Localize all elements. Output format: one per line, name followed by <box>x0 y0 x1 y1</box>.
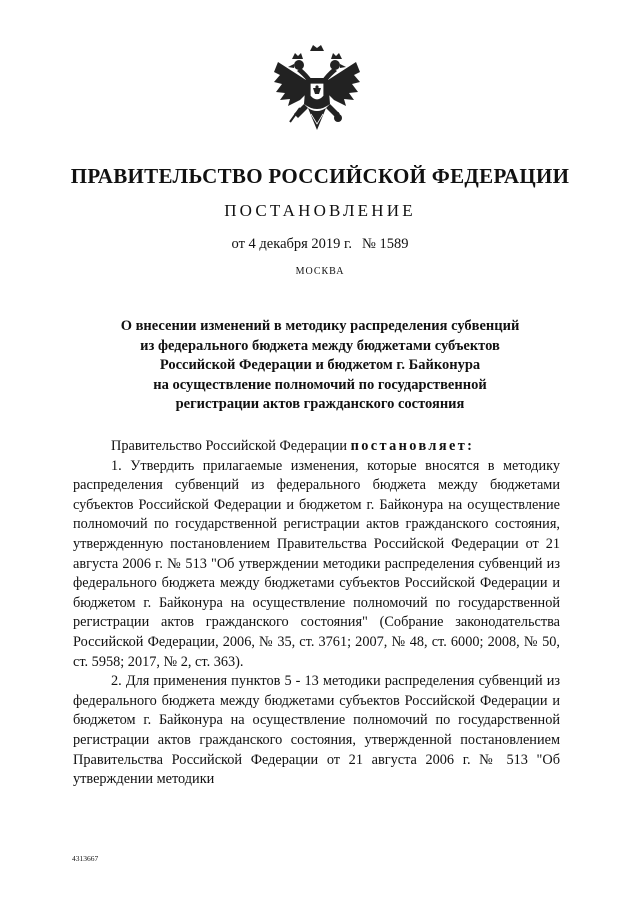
paragraph-1: 1. Утвердить прилагаемые изменения, которые вносятся в методику распределения субвенций из федерального бюджета между бюджетами субъектов Российской Федерации и бюджетом г. Байконура на осуществление полномочий по государственной регистрации актов гражданского состояния, утвержденную постановлением Правительства Российской Федерации от 21 августа 2006 г. № 513 "Об утверждении методики распределения субвенций из федерального бюджета между бюджетами субъектов Российской Федерации и бюджетом г. Байконура на осуществление полномочий по государственной регистрации актов гражданского состояния" (Собрание законодательства Российской Федерации, 2006, № 35, ст. 3761; 2007, № 48, ст. 6000; 2008, № 50, ст. 5958; 2017, № 2, ст. 363). <box>73 457 560 670</box>
city: МОСКВА <box>295 266 345 277</box>
preamble <box>73 437 560 457</box>
heading-line: Российской Федерации и бюджетом г. Байконура <box>159 357 481 373</box>
document-body <box>73 437 560 790</box>
preamble-resolves: постановляет: <box>350 438 475 454</box>
coat-of-arms-icon <box>270 42 364 142</box>
decree-date-line <box>0 236 640 253</box>
paragraph-2: 2. Для применения пунктов 5 - 13 методики распределения субвенций из федерального бюджета между бюджетами субъектов Российской Федерации и бюджетом г. Байконура на осуществление полномочий по государственной регистрации актов гражданского состояния, утвержденной постановлением Правительства Российской Федерации от 21 августа 2006 г. № 513 "Об утверждении методики <box>73 673 560 788</box>
preamble-lead: Правительство Российской Федерации <box>111 438 347 454</box>
government-title: ПРАВИТЕЛЬСТВО РОССИЙСКОЙ ФЕДЕРАЦИИ <box>70 164 570 188</box>
heading-line: из федерального бюджета между бюджетами субъектов <box>140 337 500 354</box>
heading-line: на осуществление полномочий по государственной <box>153 376 487 393</box>
decree-number: № 1589 <box>362 236 409 252</box>
heading-line: регистрации актов гражданского состояния <box>175 396 465 412</box>
decree-heading <box>60 317 580 415</box>
heading-line: О внесении изменений в методику распределения субвенций <box>120 318 520 334</box>
document-code: 4313667 <box>72 854 99 863</box>
decree-date: от 4 декабря 2019 г. <box>231 236 352 252</box>
document-type: ПОСТАНОВЛЕНИЕ <box>224 201 416 220</box>
